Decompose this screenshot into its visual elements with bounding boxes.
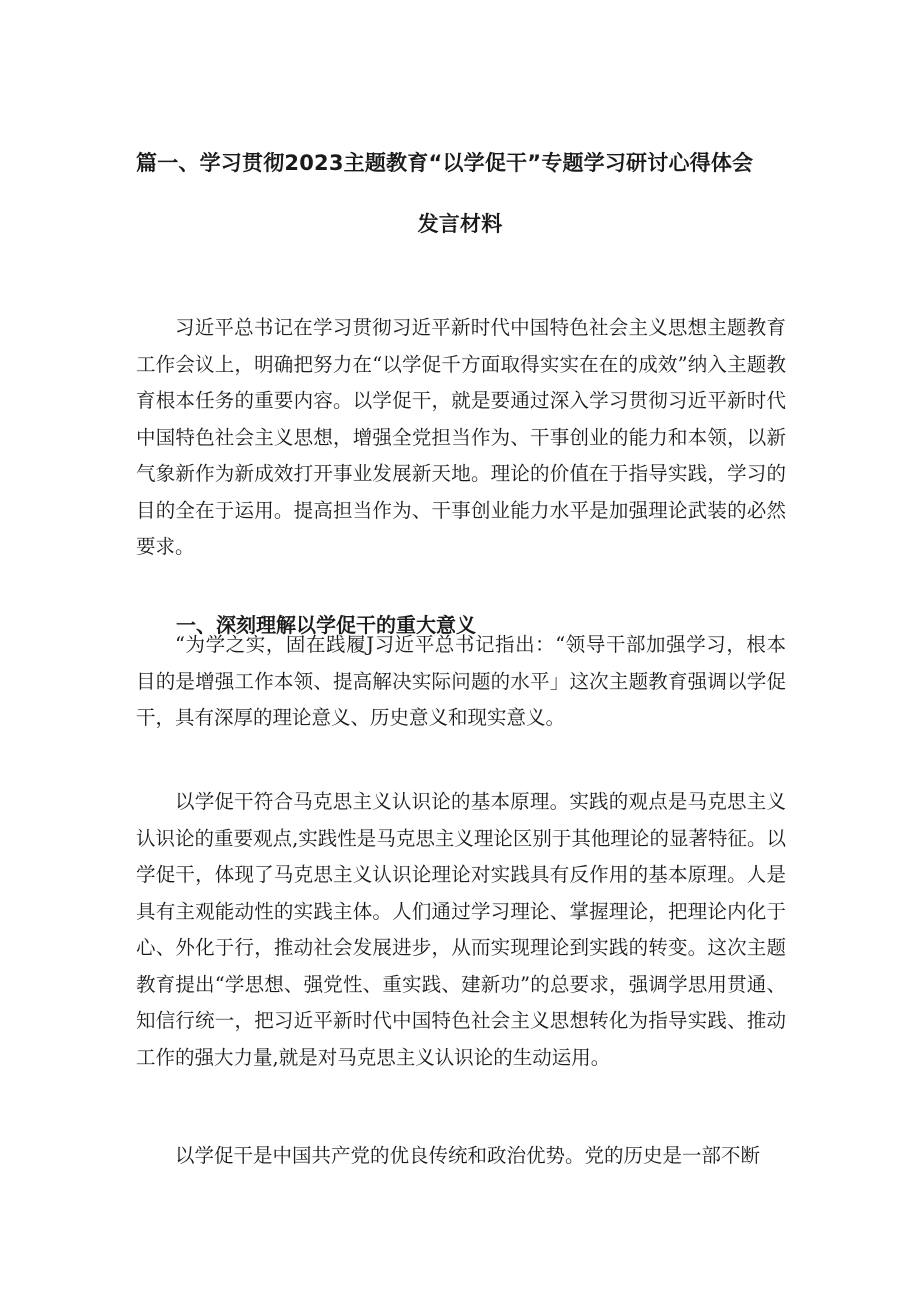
paragraph-quote: “为学之实，固在践履J习近平总书记指出：“领导干部加强学习，根本目的是增强工作本领、提高解决实际问题的水平」这次主题教育强调以学促干，具有深厚的理论意义、历史意义和现实意义。 bbox=[136, 633, 786, 729]
paragraph-theory: 以学促干符合马克思主义认识论的基本原理。实践的观点是马克思主义认识论的重要观点,实践性是马克思主义理论区别于其他理论的显著特征。以学促干，体现了马克思主义认识论理论对实践具有反作用的基本原理。人是具有主观能动性的实践主体。人们通过学习理论、掌握理论，把理论内化于心、外化于行，推动社会发展进步，从而实现理论到实践的转变。这次主题教育提出“学思想、强党性、重实践、建新功”的总要求，强调学思用贯通、知信行统一，把习近平新时代中国特色社会主义思想转化为指导实践、推动工作的强大力量,就是对马克思主义认识论的生动运用。 bbox=[136, 790, 786, 1069]
paragraph-tradition: 以学促干是中国共产党的优良传统和政治优势。党的历史是一部不断 bbox=[175, 1144, 761, 1167]
paragraph-intro: 习近平总书记在学习贯彻习近平新时代中国特色社会主义思想主题教育工作会议上，明确把努力在“以学促千方面取得实实在在的成效”纳入主题教育根本任务的重要内容。以学促干，就是要通过深入学习贯彻习近平新时代中国特色社会主义思想，增强全党担当作为、干事创业的能力和本领，以新气象新作为新成效打开事业发展新天地。理论的价值在于指导实践，学习的目的全在于运用。提高担当作为、干事创业能力水平是加强理论武装的必然要求。 bbox=[136, 316, 786, 558]
document-title-line2: 发言材料 bbox=[417, 212, 503, 236]
document-title-line1: 篇一、学习贯彻2023主题教育“以学促干”专题学习研讨心得体会 bbox=[136, 151, 754, 175]
section-heading-1: 一、深刻理解以学促干的重大意义 bbox=[176, 613, 476, 637]
